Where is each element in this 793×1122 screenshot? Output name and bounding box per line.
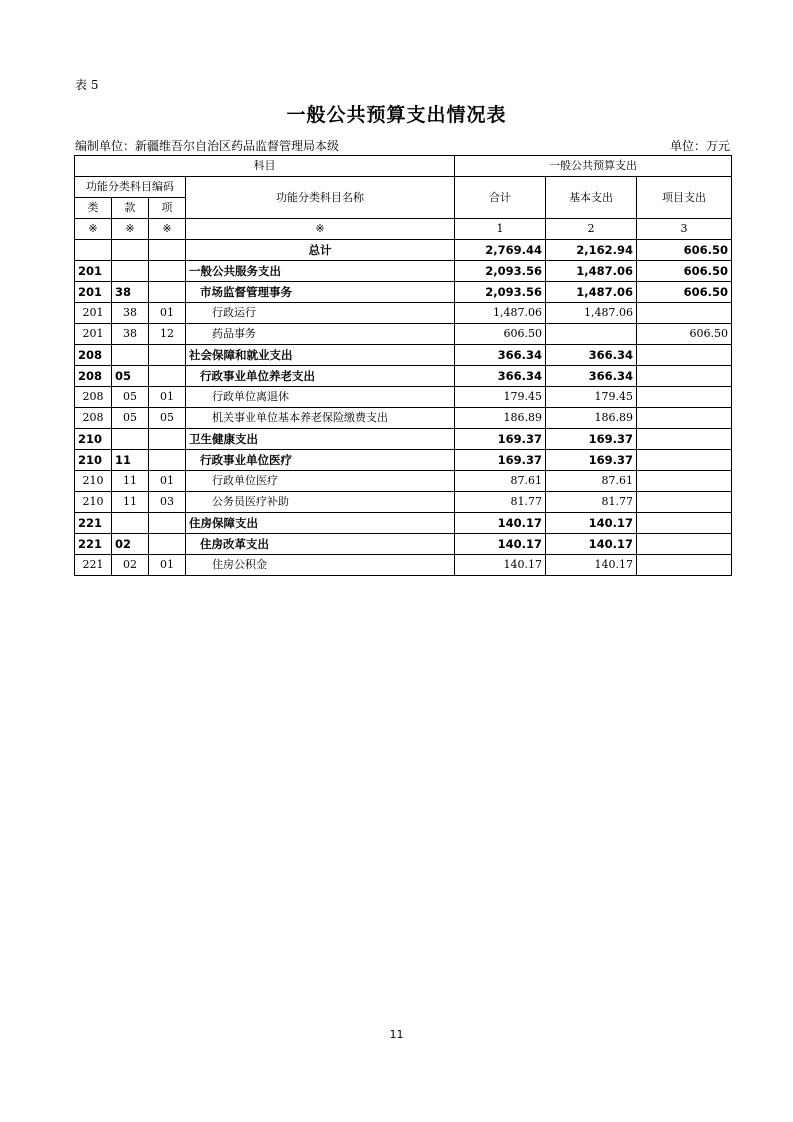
cell-total: 606.50 [455,324,546,345]
cell-kuan: 11 [112,471,149,492]
cell-kuan [112,429,149,450]
cell-xiang [149,450,186,471]
cell-xiang: 12 [149,324,186,345]
cell-kuan: 05 [112,366,149,387]
table-row [75,387,732,408]
cell-kuan: 38 [112,324,149,345]
table-row [75,408,732,429]
header-mark-xiang: ※ [149,219,186,240]
cell-xiang: 03 [149,492,186,513]
header-mark-kuan: ※ [112,219,149,240]
cell-xiang [149,345,186,366]
cell-lei: 208 [75,345,112,366]
cell-basic: 140.17 [546,555,637,576]
cell-total: 169.37 [455,450,546,471]
cell-kuan: 02 [112,555,149,576]
header-basic: 基本支出 [546,177,637,219]
cell-project [637,492,732,513]
cell-kuan [112,261,149,282]
page-number: 11 [389,1028,404,1041]
cell-basic: 169.37 [546,429,637,450]
cell-project [637,513,732,534]
cell-kuan: 02 [112,534,149,555]
cell-xiang [149,534,186,555]
header-project: 项目支出 [637,177,732,219]
cell-kuan [112,345,149,366]
cell-total: 140.17 [455,534,546,555]
header-xiang: 项 [149,198,186,219]
cell-total: 2,093.56 [455,282,546,303]
cell-name: 机关事业单位基本养老保险缴费支出 [186,408,455,429]
cell-project: 606.50 [637,282,732,303]
cell-total: 81.77 [455,492,546,513]
cell-xiang [149,282,186,303]
header-name: 功能分类科目名称 [186,177,455,219]
cell-lei: 210 [75,492,112,513]
cell-lei: 201 [75,324,112,345]
cell-basic: 81.77 [546,492,637,513]
table-row [75,345,732,366]
cell-basic: 169.37 [546,450,637,471]
cell-name: 行政单位离退休 [186,387,455,408]
cell-total: 140.17 [455,513,546,534]
table-row [75,240,732,261]
cell-name: 行政事业单位医疗 [186,450,455,471]
cell-total: 1,487.06 [455,303,546,324]
cell-basic: 1,487.06 [546,303,637,324]
cell-xiang [149,261,186,282]
cell-lei: 201 [75,261,112,282]
cell-project [637,534,732,555]
header-mark-lei: ※ [75,219,112,240]
cell-name: 总计 [186,240,455,261]
header-subject: 科目 [75,156,455,177]
cell-lei: 210 [75,429,112,450]
cell-lei: 208 [75,408,112,429]
cell-lei: 208 [75,366,112,387]
org-line: 编制单位：新疆维吾尔自治区药品监督管理局本级 [75,139,340,153]
table-row [75,492,732,513]
cell-total: 179.45 [455,387,546,408]
cell-total: 2,769.44 [455,240,546,261]
cell-total: 366.34 [455,366,546,387]
cell-kuan [112,513,149,534]
cell-total: 366.34 [455,345,546,366]
cell-basic: 1,487.06 [546,261,637,282]
cell-kuan: 11 [112,492,149,513]
header-col1: 1 [455,219,546,240]
header-col2: 2 [546,219,637,240]
cell-lei: 221 [75,513,112,534]
cell-total: 140.17 [455,555,546,576]
cell-basic: 366.34 [546,345,637,366]
cell-xiang [149,429,186,450]
cell-name: 住房公积金 [186,555,455,576]
cell-kuan: 05 [112,408,149,429]
cell-basic: 179.45 [546,387,637,408]
cell-lei: 208 [75,387,112,408]
header-col3: 3 [637,219,732,240]
table-row [75,303,732,324]
table-row [75,366,732,387]
table-row [75,555,732,576]
table-row [75,534,732,555]
cell-xiang [149,513,186,534]
cell-kuan: 11 [112,450,149,471]
cell-project: 606.50 [637,261,732,282]
cell-xiang [149,240,186,261]
cell-name: 一般公共服务支出 [186,261,455,282]
cell-project [637,345,732,366]
cell-kuan: 05 [112,387,149,408]
cell-basic: 1,487.06 [546,282,637,303]
cell-name: 行政运行 [186,303,455,324]
cell-project [637,387,732,408]
cell-total: 186.89 [455,408,546,429]
cell-xiang [149,366,186,387]
cell-xiang: 01 [149,387,186,408]
cell-project [637,408,732,429]
cell-name: 公务员医疗补助 [186,492,455,513]
table-row [75,324,732,345]
cell-xiang: 01 [149,303,186,324]
header-code-group: 功能分类科目编码 [75,177,186,198]
cell-name: 社会保障和就业支出 [186,345,455,366]
cell-name: 卫生健康支出 [186,429,455,450]
cell-basic: 87.61 [546,471,637,492]
cell-name: 行政单位医疗 [186,471,455,492]
table-row [75,282,732,303]
cell-name: 住房改革支出 [186,534,455,555]
cell-project: 606.50 [637,324,732,345]
cell-project: 606.50 [637,240,732,261]
cell-kuan: 38 [112,282,149,303]
cell-project [637,303,732,324]
cell-project [637,429,732,450]
cell-project [637,366,732,387]
table-row [75,429,732,450]
page-title: 一般公共预算支出情况表 [286,104,507,126]
cell-basic [546,324,637,345]
cell-lei: 201 [75,282,112,303]
table-row [75,471,732,492]
cell-lei [75,240,112,261]
cell-basic: 186.89 [546,408,637,429]
cell-basic: 140.17 [546,534,637,555]
cell-kuan [112,240,149,261]
table-row [75,513,732,534]
cell-total: 169.37 [455,429,546,450]
unit-line: 单位：万元 [669,139,730,153]
header-lei: 类 [75,198,112,219]
cell-xiang: 01 [149,555,186,576]
cell-basic: 366.34 [546,366,637,387]
cell-project [637,450,732,471]
cell-xiang: 05 [149,408,186,429]
cell-lei: 210 [75,471,112,492]
cell-project [637,471,732,492]
cell-basic: 2,162.94 [546,240,637,261]
cell-lei: 201 [75,303,112,324]
cell-xiang: 01 [149,471,186,492]
cell-lei: 210 [75,450,112,471]
cell-total: 87.61 [455,471,546,492]
cell-lei: 221 [75,555,112,576]
cell-kuan: 38 [112,303,149,324]
cell-name: 行政事业单位养老支出 [186,366,455,387]
header-total: 合计 [455,177,546,219]
header-kuan: 款 [112,198,149,219]
header-mark-name: ※ [186,219,455,240]
cell-lei: 221 [75,534,112,555]
cell-project [637,555,732,576]
table-label: 表 5 [75,78,99,92]
cell-total: 2,093.56 [455,261,546,282]
table-row [75,261,732,282]
table-row [75,450,732,471]
cell-name: 住房保障支出 [186,513,455,534]
cell-name: 药品事务 [186,324,455,345]
budget-table [74,155,732,576]
header-budget: 一般公共预算支出 [455,156,732,177]
cell-basic: 140.17 [546,513,637,534]
cell-name: 市场监督管理事务 [186,282,455,303]
